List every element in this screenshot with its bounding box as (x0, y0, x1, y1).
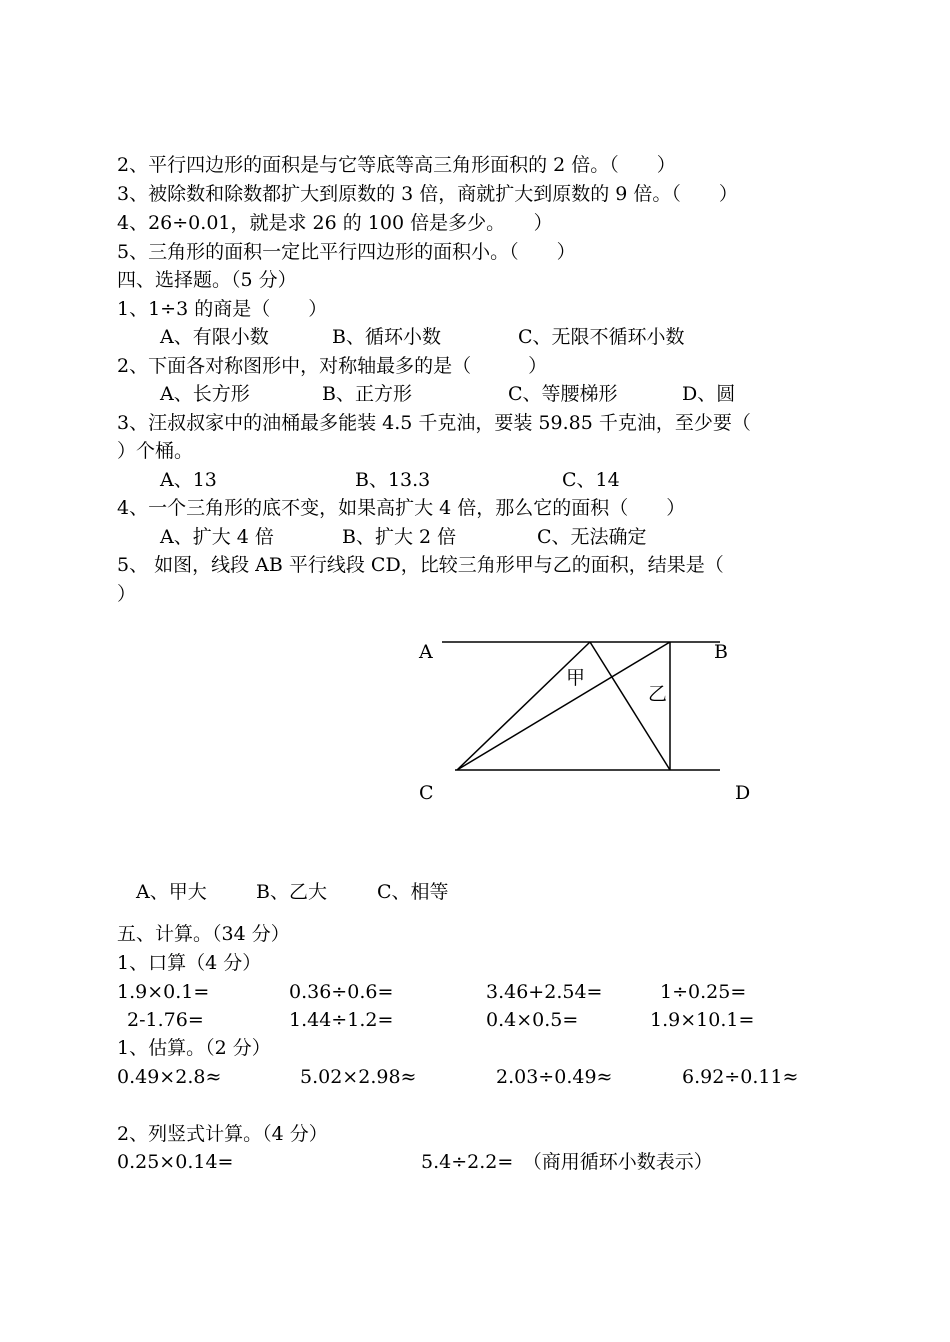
vertical-item: 0.25×0.14= (117, 1151, 234, 1173)
choice-heading: 四、选择题。（5 分） (117, 269, 297, 291)
label-b: B (714, 641, 728, 663)
oral-item: 1.44÷1.2= (289, 1009, 394, 1031)
estimate-item: 5.02×2.98≈ (300, 1066, 417, 1088)
choice-q5-stem-line1: 5、 如图，线段 AB 平行线段 CD，比较三角形甲与乙的面积，结果是（ (117, 554, 724, 576)
choice-q5-option-b: B、乙大 (256, 881, 327, 903)
label-yi: 乙 (648, 683, 668, 705)
oral-item: 3.46+2.54= (486, 981, 603, 1003)
choice-q1-option-a: A、有限小数 (160, 326, 269, 348)
parallel-lines-triangle-figure (400, 628, 760, 813)
choice-q3-stem-line2: ）个桶。 (117, 440, 194, 462)
label-d: D (735, 782, 751, 804)
triangle-yi-hypotenuse (457, 642, 670, 770)
choice-q3-option-c: C、14 (562, 469, 620, 491)
triangle-jia-left-side (457, 642, 590, 770)
estimate-heading: 1、估算。（2 分） (117, 1037, 271, 1059)
oral-heading: 1、口算（4 分） (117, 952, 262, 974)
choice-q5-option-c: C、相等 (377, 881, 449, 903)
judge-q4: 4、26÷0.01，就是求 26 的 100 倍是多少。 ） (117, 212, 553, 234)
choice-q4-option-b: B、扩大 2 倍 (342, 526, 457, 548)
oral-item: 0.4×0.5= (486, 1009, 579, 1031)
choice-q2-stem: 2、下面各对称图形中，对称轴最多的是（ ） (117, 355, 548, 377)
choice-q3-option-a: A、13 (160, 469, 217, 491)
choice-q4-stem: 4、一个三角形的底不变，如果高扩大 4 倍，那么它的面积（ ） (117, 497, 686, 519)
triangle-jia-right-side (590, 642, 670, 770)
estimate-item: 2.03÷0.49≈ (496, 1066, 613, 1088)
choice-q5-stem-line2: ） (117, 583, 137, 605)
choice-q4-option-c: C、无法确定 (537, 526, 647, 548)
choice-q3-stem-line1: 3、汪叔叔家中的油桶最多能装 4.5 千克油，要装 59.85 千克油，至少要（ (117, 412, 751, 434)
choice-q3-option-b: B、13.3 (355, 469, 431, 491)
oral-item: 0.36÷0.6= (289, 981, 394, 1003)
estimate-item: 6.92÷0.11≈ (682, 1066, 799, 1088)
choice-q4-option-a: A、扩大 4 倍 (160, 526, 274, 548)
choice-q2-option-b: B、正方形 (322, 383, 412, 405)
label-jia: 甲 (566, 667, 586, 689)
vertical-item: 5.4÷2.2= （商用循环小数表示） (421, 1151, 713, 1173)
choice-q1-option-b: B、循环小数 (332, 326, 441, 348)
calc-heading: 五、计算。（34 分） (117, 923, 290, 945)
vertical-heading: 2、列竖式计算。（4 分） (117, 1123, 328, 1145)
choice-q5-option-a: A、甲大 (136, 881, 207, 903)
oral-item: 1÷0.25= (660, 981, 747, 1003)
label-a: A (419, 641, 433, 663)
choice-q2-option-a: A、长方形 (160, 383, 250, 405)
choice-q1-option-c: C、无限不循环小数 (518, 326, 685, 348)
oral-item: 1.9×0.1= (117, 981, 210, 1003)
judge-q5: 5、三角形的面积一定比平行四边形的面积小。（ ） (117, 241, 576, 263)
oral-item: 2-1.76= (127, 1009, 204, 1031)
oral-item: 1.9×10.1= (650, 1009, 755, 1031)
choice-q2-option-c: C、等腰梯形 (508, 383, 618, 405)
label-c: C (419, 782, 434, 804)
choice-q2-option-d: D、圆 (682, 383, 736, 405)
judge-q2: 2、平行四边形的面积是与它等底等高三角形面积的 2 倍。（ ） (117, 154, 676, 176)
judge-q3: 3、被除数和除数都扩大到原数的 3 倍，商就扩大到原数的 9 倍。（ ） (117, 183, 738, 205)
estimate-item: 0.49×2.8≈ (117, 1066, 222, 1088)
choice-q1-stem: 1、1÷3 的商是（ ） (117, 298, 328, 320)
